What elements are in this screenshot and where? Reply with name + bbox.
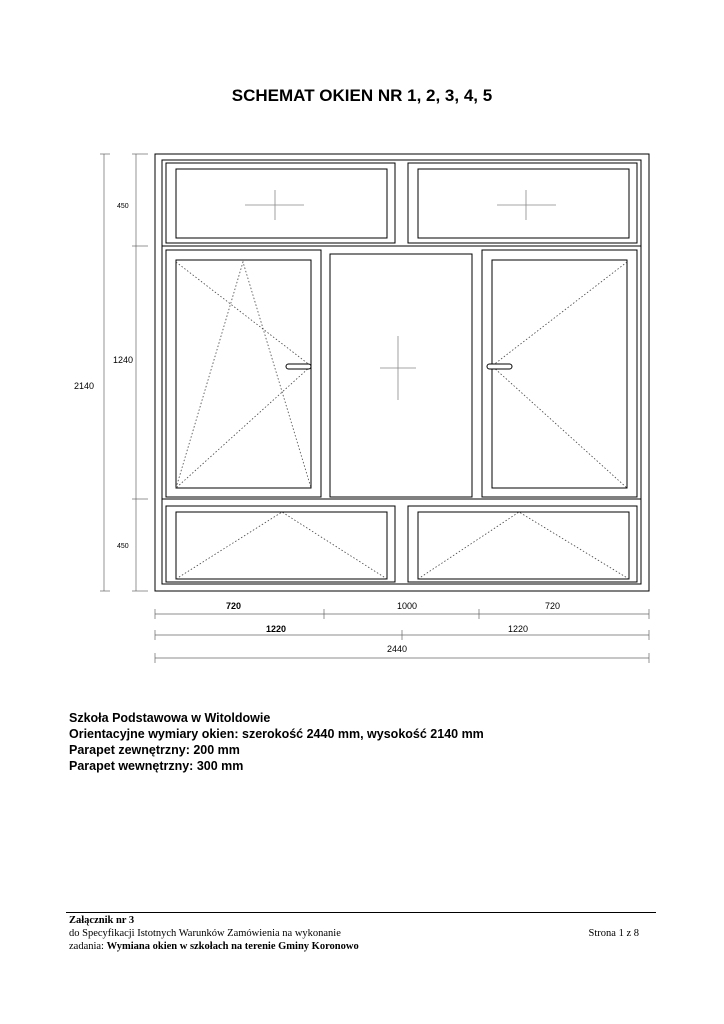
inner-frame bbox=[162, 160, 641, 584]
dim-bottom-450: 450 bbox=[117, 543, 129, 550]
bottom-left-sash bbox=[166, 506, 395, 582]
window-dimensions: Orientacyjne wymiary okien: szerokość 2440 mm, wysokość 2140 mm bbox=[69, 727, 484, 741]
footer-line3-prefix: zadania: bbox=[69, 941, 107, 952]
footer-line2: do Specyfikacji Istotnych Warunków Zamówienia na wykonanie bbox=[69, 928, 341, 939]
outer-frame bbox=[155, 154, 649, 591]
dim-middle-1240: 1240 bbox=[113, 355, 134, 365]
dim-top-450: 450 bbox=[117, 203, 129, 210]
dim-h-left-1220: 1220 bbox=[266, 624, 287, 634]
footer bbox=[69, 914, 639, 953]
window-info bbox=[69, 710, 484, 774]
page-title: SCHEMAT OKIEN NR 1, 2, 3, 4, 5 bbox=[231, 86, 493, 105]
middle-center-fixed bbox=[330, 254, 472, 497]
middle-left-sash bbox=[166, 250, 321, 497]
handle-left bbox=[286, 364, 311, 369]
dim-h-left-720: 720 bbox=[226, 601, 242, 611]
internal-sill: Parapet wewnętrzny: 300 mm bbox=[69, 759, 244, 773]
bottom-right-sash bbox=[408, 506, 637, 582]
dim-h-right-720: 720 bbox=[545, 601, 561, 611]
page-number: Strona 1 z 8 bbox=[588, 928, 639, 939]
handle-right bbox=[487, 364, 512, 369]
school-name: Szkoła Podstawowa w Witoldowie bbox=[69, 711, 271, 725]
dim-total-2140: 2140 bbox=[74, 381, 95, 391]
dim-h-center-1000: 1000 bbox=[397, 601, 418, 611]
dim-h-right-1220: 1220 bbox=[508, 624, 529, 634]
external-sill: Parapet zewnętrzny: 200 mm bbox=[69, 743, 240, 757]
middle-right-sash bbox=[482, 250, 637, 497]
dim-h-total-2440: 2440 bbox=[387, 644, 408, 654]
attachment-label: Załącznik nr 3 bbox=[69, 915, 135, 926]
top-right-sash bbox=[408, 163, 637, 243]
footer-divider bbox=[66, 912, 656, 913]
footer-line3-task: Wymiana okien w szkołach na terenie Gminy Koronowo bbox=[106, 941, 359, 952]
top-left-sash bbox=[166, 163, 395, 243]
